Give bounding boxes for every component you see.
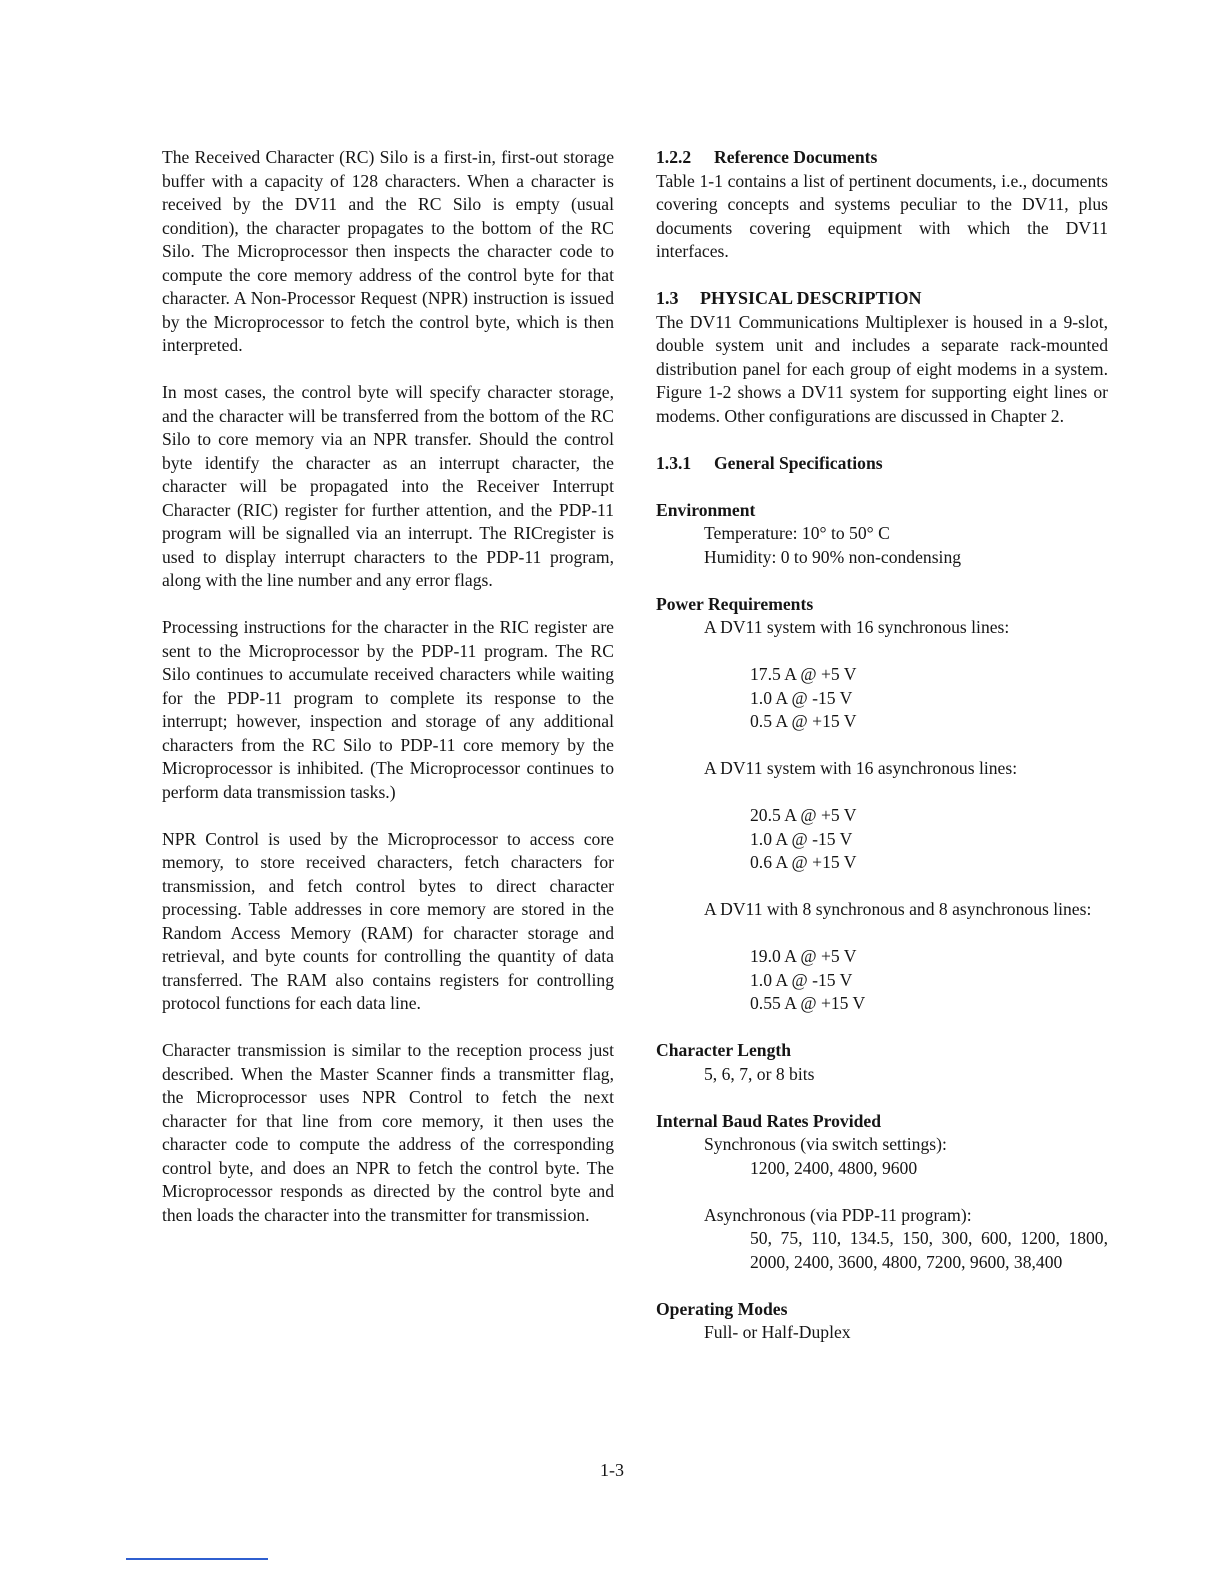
- heading-general-specifications: [656, 452, 1108, 476]
- footer-rule: [126, 1558, 268, 1560]
- paragraph-reference-documents: Table 1-1 contains a list of pertinent documents, i.e., documents covering concepts and systems peculiar to the DV11, plus documents covering equipment with which the DV11 interfaces.: [656, 170, 1108, 261]
- spec-power-value: 0.6 A @ +15 V: [750, 852, 857, 872]
- paragraph-npr-control: NPR Control is used by the Microprocessor to access core memory, to store received characters, fetch characters for transmission, and fetch control bytes to direct character processing. Table addresses in core memory are stored in the Random Access Memory (RAM) for character storage and retrieval, and byte counts for controlling the quantity of data transferred. The RAM also contains registers for controlling protocol functions for each data line.: [162, 828, 614, 1013]
- paragraph-character-transmission: Character transmission is similar to the reception process just described. When the Master Scanner finds a transmitter flag, the Microprocessor uses NPR Control to fetch the next character for that line from core memory, it then uses the character code to compute the address of the corresponding control byte, and does an NPR to fetch the control byte. The Microprocessor responds as directed by the control byte and then loads the character into the transmitter for transmission.: [162, 1040, 614, 1225]
- section-title: General Specifications: [714, 452, 883, 473]
- spec-character-length: 5, 6, 7, or 8 bits: [704, 1063, 815, 1084]
- spec-power-value: 19.0 A @ +5 V: [750, 946, 857, 966]
- spec-label-environment: Environment: [656, 499, 756, 520]
- spec-power-mixed-intro: A DV11 with 8 synchronous and 8 asynchronous lines:: [704, 899, 1092, 919]
- section-number: 1.3.1: [656, 452, 692, 473]
- section-number: 1.2.2: [656, 147, 692, 167]
- spec-power-async-intro: A DV11 system with 16 asynchronous lines:: [704, 758, 1018, 778]
- spec-baud-async-values: 50, 75, 110, 134.5, 150, 300, 600, 1200, 1800, 2000, 2400, 3600, 4800, 7200, 9600, 38,400: [750, 1228, 1108, 1272]
- spec-power-value: 1.0 A @ -15 V: [750, 828, 853, 849]
- spec-temperature: Temperature: 10° to 50° C: [704, 523, 890, 543]
- paragraph-processing-instructions: Processing instructions for the character in the RIC register are sent to the Microprocessor by the PDP-11 program. The RC Silo continues to accumulate received characters while waiting for the PDP-11 program to complete its response to the interrupt; however, inspection and storage of any additional characters from the RC Silo to PDP-11 core memory by the Microprocessor is inhibited. (The Microprocessor continues to perform data transmission tasks.): [162, 617, 614, 802]
- paragraph-physical-description: The DV11 Communications Multiplexer is housed in a 9-slot, double system unit and includes a separate rack-mounted distribution panel for each group of eight modems in a system. Figure 1-2 shows a DV11 system for supporting eight lines or modems. Other configurations are discussed in Chapter 2.: [656, 311, 1108, 426]
- section-number: 1.3: [656, 288, 679, 308]
- spec-baud-sync-intro: Synchronous (via switch settings):: [704, 1134, 947, 1154]
- spec-power-value: 1.0 A @ -15 V: [750, 687, 853, 708]
- right-column: [656, 146, 1108, 1345]
- spec-power-value: 20.5 A @ +5 V: [750, 805, 857, 825]
- spec-label-power: Power Requirements: [656, 593, 814, 614]
- spec-operating-modes: Full- or Half-Duplex: [704, 1322, 851, 1342]
- section-title: Reference Documents: [714, 147, 878, 167]
- spec-power-value: 0.55 A @ +15 V: [750, 993, 866, 1013]
- spec-power-value: 1.0 A @ -15 V: [750, 969, 853, 990]
- spec-label-character-length: Character Length: [656, 1040, 792, 1060]
- section-title: PHYSICAL DESCRIPTION: [700, 288, 922, 308]
- spec-humidity: Humidity: 0 to 90% non-condensing: [704, 546, 962, 567]
- spec-power-sync-intro: A DV11 system with 16 synchronous lines:: [704, 617, 1010, 637]
- spec-baud-async-intro: Asynchronous (via PDP-11 program):: [704, 1204, 972, 1225]
- left-column: [162, 146, 614, 1227]
- spec-label-operating-modes: Operating Modes: [656, 1298, 788, 1319]
- paragraph-rc-silo: The Received Character (RC) Silo is a first-in, first-out storage buffer with a capacity of 128 characters. When a character is received by the DV11 and the RC Silo is empty (usual condition), the character propagates to the bottom of the RC Silo. The Microprocessor then inspects the character code to compute the core memory address of the control byte for that character. A Non-Processor Request (NPR) instruction is issued by the Microprocessor to fetch the control byte, which is then interpreted.: [162, 147, 614, 355]
- spec-power-value: 0.5 A @ +15 V: [750, 711, 857, 731]
- spec-power-value: 17.5 A @ +5 V: [750, 664, 857, 684]
- spec-label-baud-rates: Internal Baud Rates Provided: [656, 1110, 881, 1131]
- heading-physical-description: [656, 287, 1108, 311]
- heading-reference-documents: [656, 146, 1108, 170]
- page-number: 1-3: [600, 1460, 624, 1480]
- paragraph-control-byte: In most cases, the control byte will specify character storage, and the character will be transferred from the bottom of the RC Silo to core memory via an NPR transfer. Should the control byte identify the character as an interrupt character, the character will be propagated into the Receiver Interrupt Character (RIC) register for further attention, and the PDP-11 program will be signalled via an interrupt. The RICregister is used to display interrupt characters to the PDP-11 program, along with the line number and any error flags.: [162, 382, 614, 590]
- spec-baud-sync-values: 1200, 2400, 4800, 9600: [750, 1157, 918, 1178]
